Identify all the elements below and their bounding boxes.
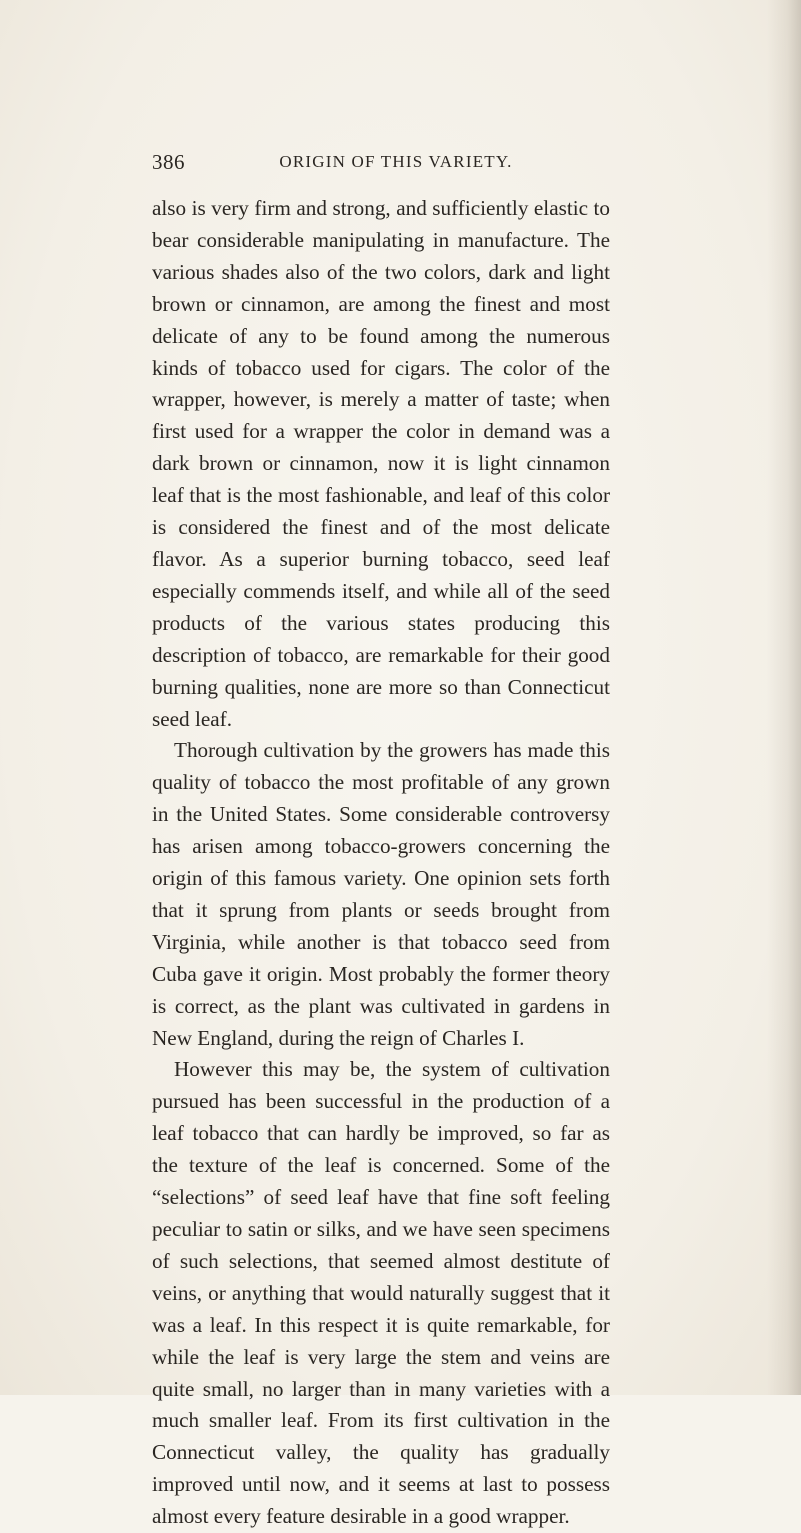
paragraph-cultivation: Thorough cultivation by the growers has made this quality of tobacco the most profitable of any grown in the United States. Some considerable controversy has arisen among tobacco-growers concerning the origin of this famous variety. One opinion sets forth that it sprung from plants or seeds brought from Virginia, while another is that tobacco seed from Cuba gave it origin. Most probably the former theory is correct, as the plant was cultivated in gardens in New England, during the reign of Charles I. — [152, 738, 610, 1050]
running-head: ORIGIN OF THIS VARIETY. — [279, 152, 513, 171]
body-text — [152, 193, 610, 1533]
paragraph-continuation: also is very firm and strong, and sufficiently elastic to bear considerable manipulating in manufacture. The various shades also of the two colors, dark and light brown or cinnamon, are among the finest and most delicate of any to be found among the numerous kinds of tobacco used for cigars. The color of the wrapper, however, is merely a matter of taste; when first used for a wrapper the color in demand was a dark brown or cinnamon, now it is light cinnamon leaf that is the most fashionable, and leaf of this color is considered the finest and of the most delicate flavor. As a superior burning tobacco, seed leaf especially commends itself, and while all of the seed products of the various states producing this description of tobacco, are remarkable for their good burning qualities, none are more so than Connecticut seed leaf. — [152, 196, 610, 731]
page-edge-shadow — [767, 0, 801, 1395]
page-header — [152, 150, 610, 180]
page-number: 386 — [152, 150, 185, 174]
paragraph-selections: However this may be, the system of cultivation pursued has been successful in the production of a leaf tobacco that can hardly be improved, so far as the texture of the leaf is concerned. Some of the “selections” of seed leaf have that fine soft feeling peculiar to satin or silks, and we have seen specimens of such selections, that seemed almost destitute of veins, or anything that would naturally suggest that it was a leaf. In this respect it is quite remarkable, for while the leaf is very large the stem and veins are quite small, no larger than in many varieties with a much smaller leaf. From its first cultivation in the Connecticut valley, the quality has gradually improved until now, and it seems at last to possess almost every feature desirable in a good wrapper. — [152, 1057, 610, 1529]
